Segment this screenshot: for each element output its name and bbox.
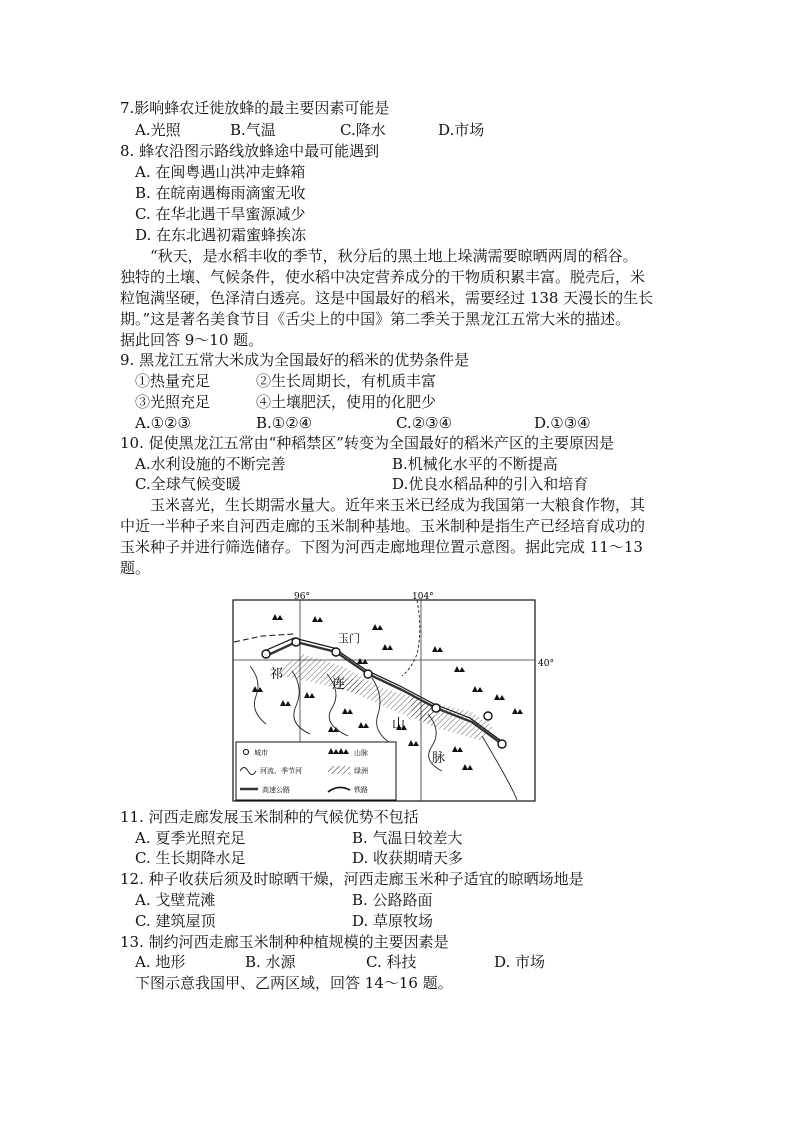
q11-option-a: A. 夏季光照充足 <box>135 829 246 847</box>
legend-highway: 高速公路 <box>262 786 290 794</box>
closing-instruction: 下图示意我国甲、乙两区域，回答 14～16 题。 <box>135 974 453 992</box>
q9-option-d: D.①③④ <box>534 414 591 432</box>
lon-label-104: 104° <box>412 592 434 602</box>
q12-option-c: C. 建筑屋顶 <box>135 912 216 930</box>
q13-option-b: B. 水源 <box>245 953 296 971</box>
map-legend <box>236 742 396 800</box>
q13-option-d: D. 市场 <box>494 953 546 971</box>
legend-city-icon <box>243 749 248 754</box>
hexi-corridor-map <box>232 592 554 802</box>
passage1-line: 独特的土壤、气候条件，使水稻中决定营养成分的干物质积累丰富。脱壳后，米 <box>120 268 646 286</box>
q11-option-c: C. 生长期降水足 <box>135 849 246 867</box>
q9-condition-2: ②生长周期长，有机质丰富 <box>256 372 437 390</box>
q7-option-a: A.光照 <box>135 121 181 139</box>
q9-condition-1: ①热量充足 <box>135 372 211 390</box>
question-7-stem: 7.影响蜂农迁徙放蜂的最主要因素可能是 <box>120 99 390 117</box>
passage1-line: 粒饱满坚硬，色泽清白透亮。这是中国最好的稻米，需要经过 138 天漫长的生长 <box>120 289 654 307</box>
city-marker <box>484 712 492 720</box>
q8-option-a: A. 在闽粤遇山洪冲走蜂箱 <box>135 163 306 181</box>
passage2-line: 中近一半种子来自河西走廊的玉米制种基地。玉米制种是指生产已经培育成功的 <box>120 517 646 535</box>
q9-option-b: B.①②④ <box>256 414 313 432</box>
q8-option-b: B. 在皖南遇梅雨滴蜜无收 <box>135 184 306 202</box>
q11-option-d: D. 收获期晴天多 <box>352 849 464 867</box>
q7-option-d: D.市场 <box>438 121 485 139</box>
q12-option-d: D. 草原牧场 <box>352 912 434 930</box>
legend-city: 城市 <box>254 749 268 757</box>
q8-option-d: D. 在东北遇初霜蜜蜂挨冻 <box>135 226 307 244</box>
question-10-stem: 10. 促使黑龙江五常由“种稻禁区”转变为全国最好的稻米产区的主要原因是 <box>120 434 614 452</box>
q10-option-d: D.优良水稻品种的引入和培育 <box>392 475 589 493</box>
q8-option-c: C. 在华北遇干旱蜜源减少 <box>135 205 306 223</box>
city-label-yumen: 玉门 <box>338 632 360 645</box>
passage1-line: 据此回答 9～10 题。 <box>120 331 264 349</box>
passage2-line: 玉米喜光，生长期需水量大。近年来玉米已经成为我国第一大粮食作物，其 <box>150 496 646 514</box>
q9-option-a: A.①②③ <box>135 414 191 432</box>
question-9-stem: 9. 黑龙江五常大米成为全国最好的稻米的优势条件是 <box>120 351 470 369</box>
passage2-line: 玉米种子并进行筛选储存。下图为河西走廊地理位置示意图。据此完成 11～13 <box>120 538 643 556</box>
q10-option-c: C.全球气候变暖 <box>135 475 241 493</box>
q10-option-a: A.水利设施的不断完善 <box>135 455 286 473</box>
q13-option-c: C. 科技 <box>366 953 417 971</box>
mountain-char: 祁 <box>270 667 284 682</box>
lon-label-96: 96° <box>294 592 310 602</box>
q10-option-b: B.机械化水平的不断提高 <box>392 455 558 473</box>
legend-oasis-icon <box>328 766 350 774</box>
question-12-stem: 12. 种子收获后须及时晾晒干燥，河西走廊玉米种子适宜的晾晒场地是 <box>120 870 584 888</box>
lat-label-40: 40° <box>538 659 554 669</box>
mountain-char: 山 <box>392 717 406 732</box>
passage1-line: 期。”这是著名美食节目《舌尖上的中国》第二季关于黑龙江五常大米的描述。 <box>120 310 631 328</box>
city-marker <box>432 704 440 712</box>
passage2-line: 题。 <box>120 559 151 577</box>
q9-condition-3: ③光照充足 <box>135 393 211 411</box>
question-11-stem: 11. 河西走廊发展玉米制种的气候优势不包括 <box>120 808 419 826</box>
city-marker <box>332 648 340 656</box>
legend-mountain: 山脉 <box>354 749 368 757</box>
question-13-stem: 13. 制约河西走廊玉米制种种植规模的主要因素是 <box>120 933 449 951</box>
question-8-stem: 8. 蜂农沿图示路线放蜂途中最可能遇到 <box>120 142 380 160</box>
q9-condition-4: ④土壤肥沃，使用的化肥少 <box>256 393 437 411</box>
city-marker <box>364 670 372 678</box>
q12-option-b: B. 公路路面 <box>352 891 433 909</box>
q7-option-b: B.气温 <box>230 121 276 139</box>
legend-oasis: 绿洲 <box>354 767 368 775</box>
city-marker <box>262 650 270 658</box>
q11-option-b: B. 气温日较差大 <box>352 829 463 847</box>
q7-option-c: C.降水 <box>340 121 386 139</box>
legend-river: 河流、季节河 <box>260 767 302 775</box>
mountain-char: 脉 <box>432 751 446 766</box>
legend-railway: 铁路 <box>354 786 368 794</box>
city-marker <box>498 740 506 748</box>
mountain-char: 连 <box>332 677 346 692</box>
passage1-line: “秋天，是水稻丰收的季节，秋分后的黑土地上垛满需要晾晒两周的稻谷。 <box>150 247 638 265</box>
q12-option-a: A. 戈壁荒滩 <box>135 891 216 909</box>
q13-option-a: A. 地形 <box>135 953 186 971</box>
q9-option-c: C.②③④ <box>396 414 453 432</box>
city-marker <box>292 638 300 646</box>
